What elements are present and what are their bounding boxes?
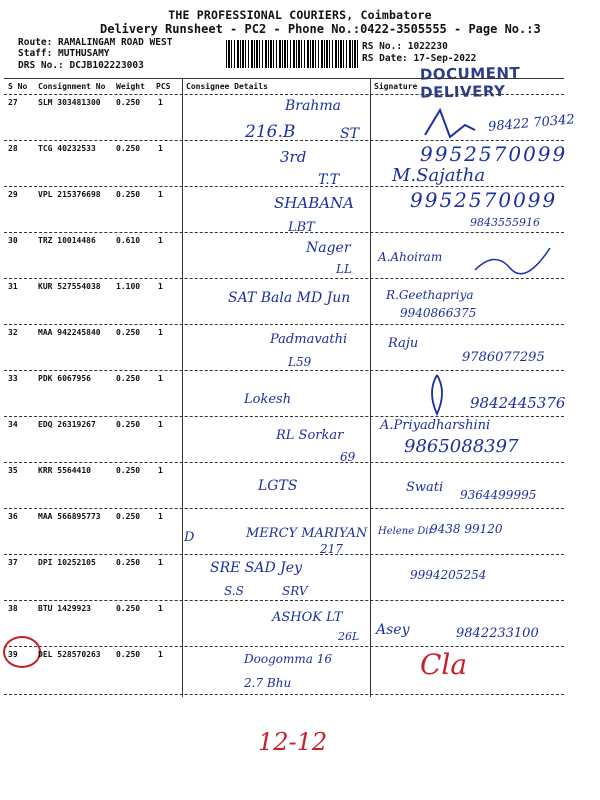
rs-number: RS No.: 1022230 (362, 41, 448, 52)
row-divider (4, 554, 564, 555)
signature-scribble (422, 372, 452, 418)
handwritten-detail: SAT Bala MD Jun (228, 290, 351, 306)
handwritten-detail: 69 (340, 450, 356, 464)
row-weight: 0.250 (116, 420, 141, 429)
row-divider (4, 232, 564, 233)
row-divider (4, 324, 564, 325)
row-consignment: DEL 528570263 (38, 650, 101, 659)
row-sno: 37 (8, 558, 18, 567)
handwritten-detail: SHABANA (274, 194, 355, 212)
col-consignee: Consignee Details (186, 82, 268, 91)
row-consignment: KUR 527554038 (38, 282, 101, 291)
row-consignment: MAA 566895773 (38, 512, 101, 521)
row-divider (4, 416, 564, 417)
row-consignment: BTU 1429923 (38, 604, 91, 613)
row-sno: 27 (8, 98, 18, 107)
row-consignment: MAA 942245840 (38, 328, 101, 337)
row-pcs: 1 (158, 374, 163, 383)
handwritten-signature: 9438 99120 (430, 522, 503, 536)
col-pcs: PCS (156, 82, 171, 91)
handwritten-detail: LBT (288, 220, 315, 235)
row-pcs: 1 (158, 466, 163, 475)
row-divider (4, 278, 564, 279)
handwritten-signature: Raju (388, 336, 419, 351)
handwritten-signature: 9952570099 (420, 142, 568, 166)
handwritten-signature: R.Geethapriya (386, 288, 474, 302)
runsheet-title: Delivery Runsheet - PC2 - Phone No.:0422-3505555 - Page No.:3 (100, 22, 541, 36)
row-weight: 0.250 (116, 328, 141, 337)
row-sno: 30 (8, 236, 18, 245)
handwritten-detail: Padmavathi (270, 332, 348, 347)
handwritten-signature: Cla (420, 648, 468, 681)
handwritten-signature: A.Priyadharshini (380, 418, 491, 433)
row-sno: 32 (8, 328, 18, 337)
handwritten-detail: 26L (338, 630, 360, 643)
column-divider (370, 79, 371, 697)
rs-date: RS Date: 17-Sep-2022 (362, 53, 477, 64)
row-consignment: DPI 10252105 (38, 558, 96, 567)
handwritten-detail: MERCY MARIYAN (246, 526, 368, 541)
row-divider (4, 508, 564, 509)
barcode (226, 40, 360, 68)
row-pcs: 1 (158, 604, 163, 613)
row-consignment: TCG 40232533 (38, 144, 96, 153)
handwritten-detail: 217 (320, 542, 343, 556)
row-consignment: KRR 5564410 (38, 466, 91, 475)
row-weight: 1.100 (116, 282, 141, 291)
row-consignment: TRZ 10014486 (38, 236, 96, 245)
row-sno: 39 (8, 650, 18, 659)
row-sno: 35 (8, 466, 18, 475)
route: Route: RAMALINGAM ROAD WEST (18, 37, 173, 48)
row-weight: 0.250 (116, 466, 141, 475)
row-weight: 0.610 (116, 236, 141, 245)
row-consignment: EDQ 26319267 (38, 420, 96, 429)
row-sno: 33 (8, 374, 18, 383)
signature-scribble (470, 240, 560, 278)
handwritten-detail: Doogomma 16 (244, 652, 332, 666)
handwritten-signature: Asey (376, 622, 410, 638)
handwritten-detail: ST (340, 126, 359, 142)
handwritten-detail: SRE SAD Jey (210, 560, 302, 576)
company-title: THE PROFESSIONAL COURIERS, Coimbatore (168, 8, 432, 22)
row-sno: 28 (8, 144, 18, 153)
header-rule (4, 94, 564, 95)
col-sno: S No (8, 82, 28, 91)
date-note: 12-12 (258, 728, 328, 756)
row-consignment: VPL 215376698 (38, 190, 101, 199)
handwritten-detail: Brahma (285, 98, 341, 114)
row-consignment: SLM 303481300 (38, 98, 101, 107)
row-divider (4, 186, 564, 187)
row-weight: 0.250 (116, 190, 141, 199)
row-weight: 0.250 (116, 650, 141, 659)
row-divider (4, 370, 564, 371)
handwritten-signature: 9842445376 (470, 394, 566, 412)
handwritten-signature: Swati (406, 480, 444, 495)
handwritten-detail: T.T (318, 172, 340, 188)
col-weight: Weight (116, 82, 145, 91)
row-sno: 34 (8, 420, 18, 429)
row-pcs: 1 (158, 512, 163, 521)
drs-number: DRS No.: DCJB102223003 (18, 60, 144, 71)
row-weight: 0.250 (116, 98, 141, 107)
col-consignment: Consignment No (38, 82, 106, 91)
handwritten-signature: 9842233100 (456, 626, 539, 641)
handwritten-detail: LGTS (258, 478, 298, 494)
handwritten-signature: 9364499995 (460, 488, 537, 502)
handwritten-detail: D (184, 530, 195, 545)
row-weight: 0.250 (116, 604, 141, 613)
table-top-rule (4, 78, 564, 79)
row-sno: 29 (8, 190, 18, 199)
handwritten-detail: L59 (288, 355, 312, 369)
col-signature: Signature (374, 82, 418, 91)
row-weight: 0.250 (116, 558, 141, 567)
handwritten-signature: 9940866375 (400, 306, 477, 320)
row-pcs: 1 (158, 190, 163, 199)
signature-scribble (420, 105, 480, 145)
row-pcs: 1 (158, 650, 163, 659)
row-pcs: 1 (158, 98, 163, 107)
handwritten-detail: ASHOK LT (272, 610, 343, 625)
handwritten-detail: LL (336, 262, 352, 276)
handwritten-signature: 9786077295 (462, 350, 545, 365)
handwritten-signature: 9865088397 (404, 436, 519, 457)
handwritten-detail: RL Sorkar (276, 428, 344, 443)
handwritten-signature: 9994205254 (410, 568, 487, 582)
column-divider (182, 79, 183, 697)
row-sno: 36 (8, 512, 18, 521)
row-pcs: 1 (158, 282, 163, 291)
handwritten-signature: M.Sajatha (392, 165, 486, 186)
document-delivery-stamp: DOCUMENT DELIVERY (419, 63, 521, 102)
handwritten-signature: 98422 70342 (487, 112, 576, 135)
handwritten-detail: S.S (224, 584, 244, 598)
row-sno: 38 (8, 604, 18, 613)
row-weight: 0.250 (116, 512, 141, 521)
handwritten-signature: 9952570099 (410, 188, 558, 212)
handwritten-detail: Lokesh (244, 392, 292, 407)
row-pcs: 1 (158, 328, 163, 337)
handwritten-detail: 2.7 Bhu (244, 676, 292, 690)
handwritten-detail: SRV (282, 584, 308, 598)
row-pcs: 1 (158, 420, 163, 429)
handwritten-signature: 9843555916 (470, 216, 540, 229)
row-divider (4, 140, 564, 141)
staff: Staff: MUTHUSAMY (18, 48, 110, 59)
row-sno: 31 (8, 282, 18, 291)
row-weight: 0.250 (116, 144, 141, 153)
row-divider (4, 600, 564, 601)
row-pcs: 1 (158, 144, 163, 153)
handwritten-detail: 216.B (245, 122, 296, 142)
handwritten-signature: Helene Dir (378, 526, 434, 537)
handwritten-signature: A.Ahoiram (378, 250, 443, 264)
handwritten-detail: Nager (306, 240, 351, 256)
row-pcs: 1 (158, 236, 163, 245)
row-divider (4, 462, 564, 463)
row-weight: 0.250 (116, 374, 141, 383)
row-divider (4, 646, 564, 647)
row-divider (4, 694, 564, 695)
row-consignment: PDK 6067956 (38, 374, 91, 383)
handwritten-detail: 3rd (280, 148, 307, 166)
row-pcs: 1 (158, 558, 163, 567)
